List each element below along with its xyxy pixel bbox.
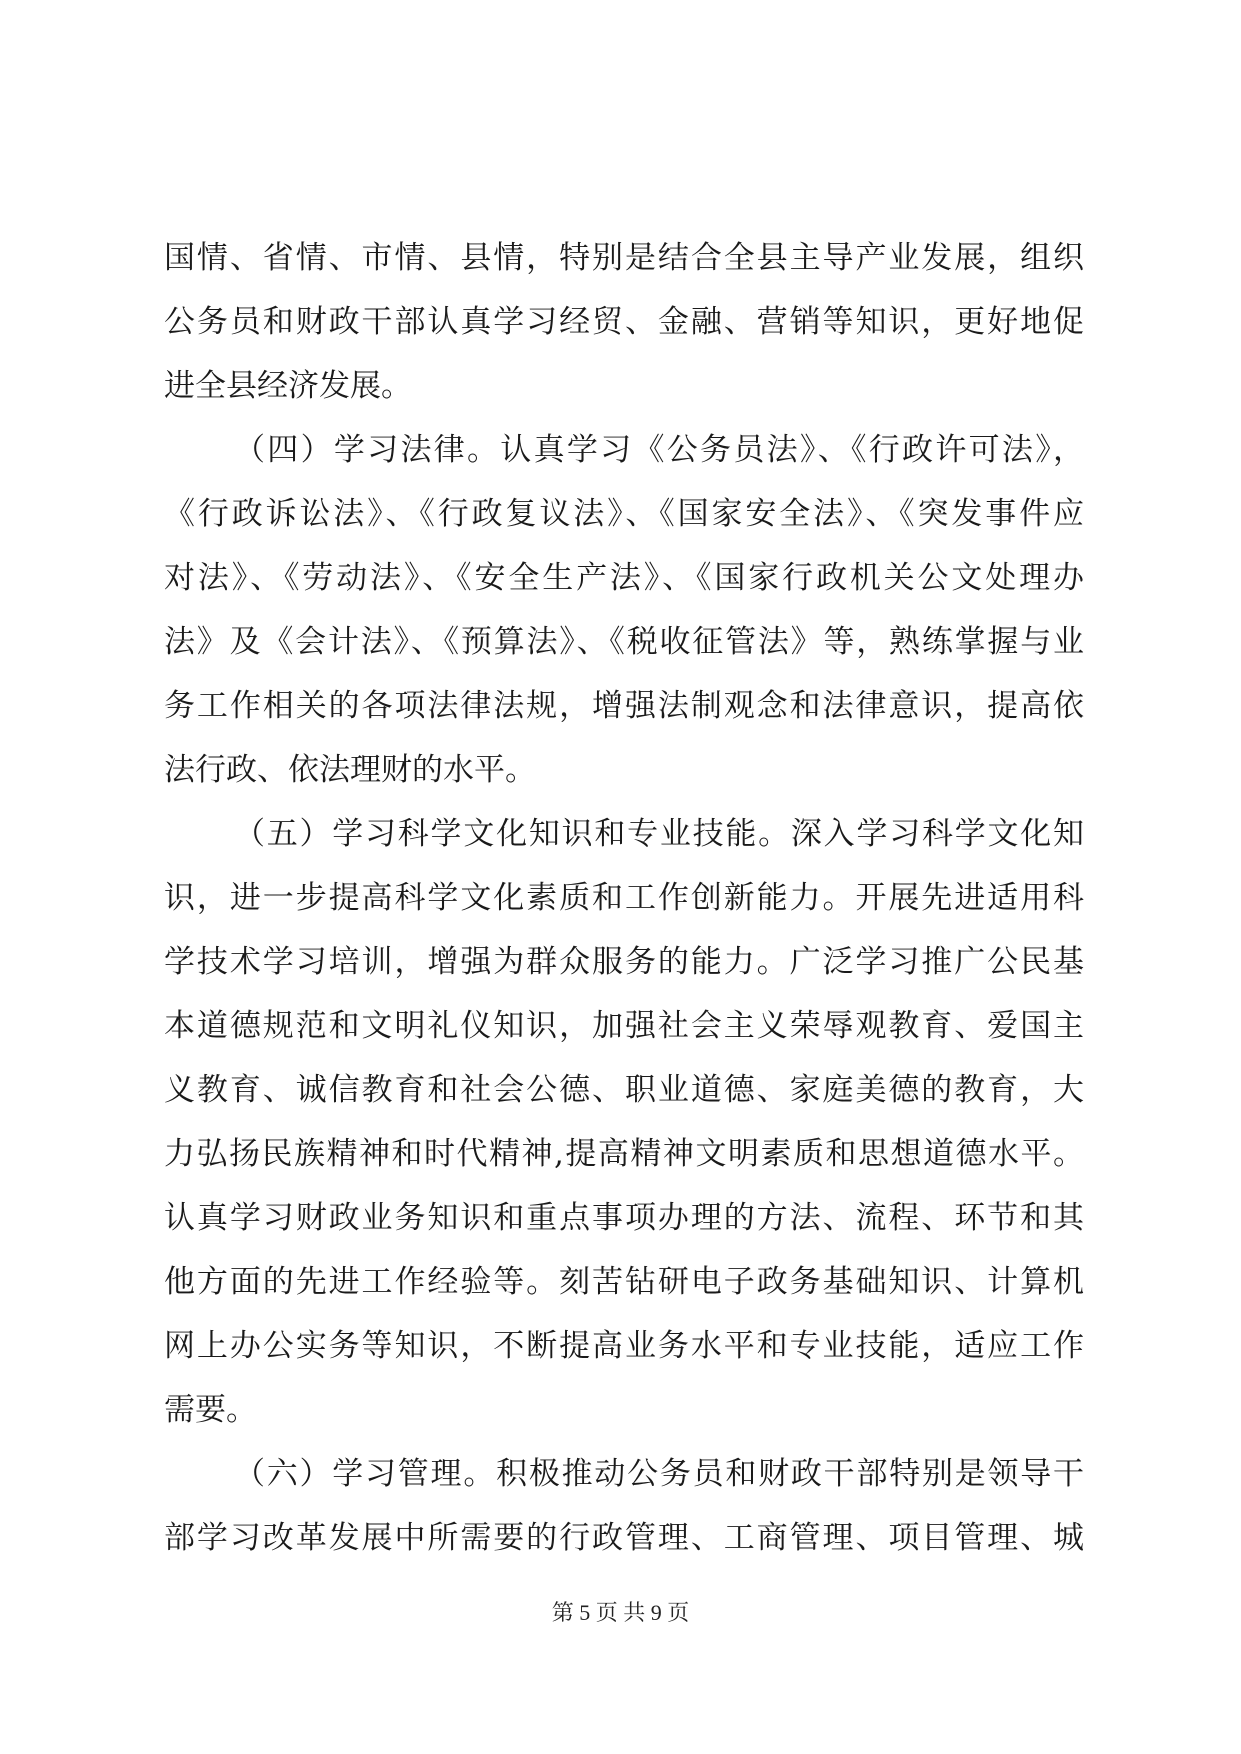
text-line: 他方面的先进工作经验等。刻苦钻研电子政务基础知识、计算机 (164, 1264, 1084, 1300)
text-line: 认真学习财政业务知识和重点事项办理的方法、流程、环节和其 (164, 1200, 1084, 1236)
text-line: 识，进一步提高科学文化素质和工作创新能力。开展先进适用科 (164, 880, 1084, 916)
text-line: 公务员和财政干部认真学习经贸、金融、营销等知识，更好地促 (164, 304, 1084, 340)
section-heading-line: （四）学习法律。认真学习《公务员法》、《行政许可法》， (234, 432, 1084, 468)
page-number-footer: 第 5 页 共 9 页 (551, 1600, 690, 1625)
text-line: 网上办公实务等知识，不断提高业务水平和专业技能，适应工作 (164, 1328, 1084, 1364)
text-line: 学技术学习培训，增强为群众服务的能力。广泛学习推广公民基 (164, 944, 1084, 980)
text-line: 国情、省情、市情、县情，特别是结合全县主导产业发展，组织 (164, 240, 1084, 276)
section-heading-line: （五）学习科学文化知识和专业技能。深入学习科学文化知 (234, 816, 1084, 852)
text-line: 力弘扬民族精神和时代精神,提高精神文明素质和思想道德水平。 (164, 1136, 1084, 1172)
text-line: 义教育、诚信教育和社会公德、职业道德、家庭美德的教育，大 (164, 1072, 1084, 1108)
text-line: 进全县经济发展。 (164, 368, 412, 404)
text-line: 本道德规范和文明礼仪知识，加强社会主义荣辱观教育、爱国主 (164, 1008, 1084, 1044)
text-line: 法行政、依法理财的水平。 (164, 752, 536, 788)
text-line: 需要。 (164, 1392, 257, 1428)
text-line: 务工作相关的各项法律法规，增强法制观念和法律意识，提高依 (164, 688, 1084, 724)
text-line: 对法》、《劳动法》、《安全生产法》、《国家行政机关公文处理办 (164, 560, 1084, 596)
body-text (164, 226, 1084, 1570)
section-heading-line: （六）学习管理。积极推动公务员和财政干部特别是领导干 (234, 1456, 1084, 1492)
text-line: 《行政诉讼法》、《行政复议法》、《国家安全法》、《突发事件应 (164, 496, 1084, 532)
text-line: 法》及《会计法》、《预算法》、《税收征管法》等，熟练掌握与业 (164, 624, 1084, 660)
text-line: 部学习改革发展中所需要的行政管理、工商管理、项目管理、城 (164, 1520, 1084, 1556)
